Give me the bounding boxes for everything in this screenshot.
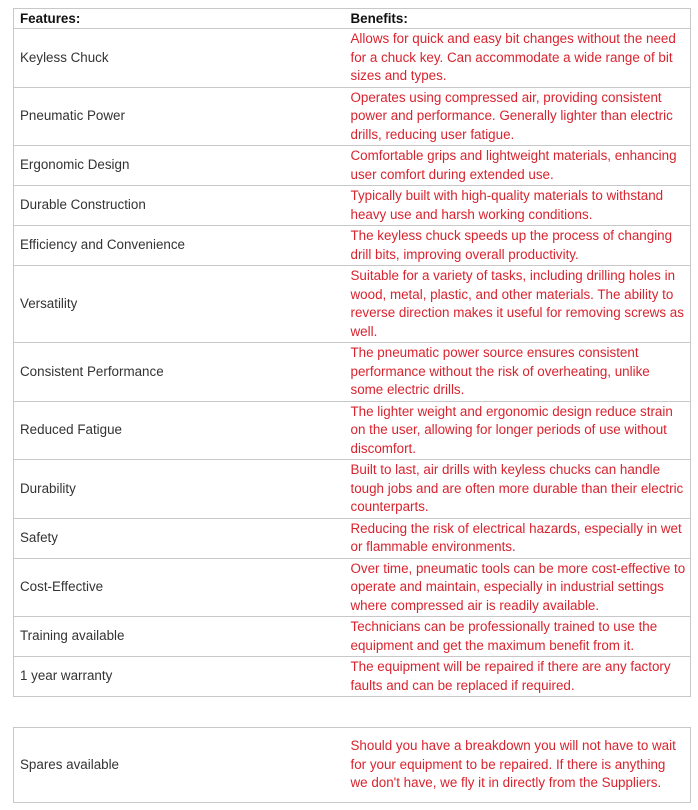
- table-row: [14, 29, 691, 88]
- benefit-cell: Built to last, air drills with keyless chucks can handle tough jobs and are often more durable than their electric counterparts.: [351, 460, 691, 519]
- feature-cell: Reduced Fatigue: [14, 401, 351, 460]
- feature-cell: Spares available: [14, 728, 351, 803]
- table-row: [14, 343, 691, 402]
- benefit-cell: Over time, pneumatic tools can be more cost-effective to operate and maintain, especially in industrial settings where compressed air is readily available.: [351, 558, 691, 617]
- feature-cell: Consistent Performance: [14, 343, 351, 402]
- feature-cell: Efficiency and Convenience: [14, 226, 351, 266]
- feature-cell: Keyless Chuck: [14, 29, 351, 88]
- feature-cell: Cost-Effective: [14, 558, 351, 617]
- feature-cell: Durability: [14, 460, 351, 519]
- benefit-cell: Reducing the risk of electrical hazards, especially in wet or flammable environments.: [351, 518, 691, 558]
- benefit-cell: Comfortable grips and lightweight materials, enhancing user comfort during extended use.: [351, 146, 691, 186]
- benefit-cell: Should you have a breakdown you will not have to wait for your equipment to be repaired. If there is anything we don't have, we fly it in directly from the Suppliers.: [351, 728, 691, 803]
- table-row: [14, 401, 691, 460]
- feature-cell: Safety: [14, 518, 351, 558]
- table-row: [14, 617, 691, 657]
- benefit-cell: The lighter weight and ergonomic design reduce strain on the user, allowing for longer periods of use without discomfort.: [351, 401, 691, 460]
- benefit-cell: Operates using compressed air, providing consistent power and performance. Generally lighter than electric drills, reducing user fatigue.: [351, 87, 691, 146]
- benefit-cell: Typically built with high-quality materials to withstand heavy use and harsh working conditions.: [351, 186, 691, 226]
- benefits-column-header: Benefits:: [351, 9, 691, 29]
- features-benefits-table: [13, 8, 691, 697]
- table-header-row: [14, 9, 691, 29]
- table-row: [14, 518, 691, 558]
- table-row: [14, 226, 691, 266]
- table-row: [14, 728, 691, 803]
- feature-cell: Pneumatic Power: [14, 87, 351, 146]
- feature-cell: Versatility: [14, 266, 351, 343]
- benefit-cell: Suitable for a variety of tasks, including drilling holes in wood, metal, plastic, and other materials. The ability to reverse direction makes it useful for removing screws as well.: [351, 266, 691, 343]
- benefit-cell: Allows for quick and easy bit changes without the need for a chuck key. Can accommodate a wide range of bit sizes and types.: [351, 29, 691, 88]
- spares-table: [13, 727, 691, 803]
- table-row: [14, 266, 691, 343]
- table-row: [14, 186, 691, 226]
- benefit-cell: The keyless chuck speeds up the process of changing drill bits, improving overall productivity.: [351, 226, 691, 266]
- feature-cell: 1 year warranty: [14, 657, 351, 697]
- table-row: [14, 657, 691, 697]
- benefit-cell: The pneumatic power source ensures consistent performance without the risk of overheating, unlike some electric drills.: [351, 343, 691, 402]
- feature-cell: Durable Construction: [14, 186, 351, 226]
- feature-cell: Training available: [14, 617, 351, 657]
- feature-cell: Ergonomic Design: [14, 146, 351, 186]
- table-row: [14, 558, 691, 617]
- benefit-cell: Technicians can be professionally trained to use the equipment and get the maximum benefit from it.: [351, 617, 691, 657]
- table-row: [14, 460, 691, 519]
- table-row: [14, 87, 691, 146]
- features-column-header: Features:: [14, 9, 351, 29]
- table-row: [14, 146, 691, 186]
- benefit-cell: The equipment will be repaired if there are any factory faults and can be replaced if required.: [351, 657, 691, 697]
